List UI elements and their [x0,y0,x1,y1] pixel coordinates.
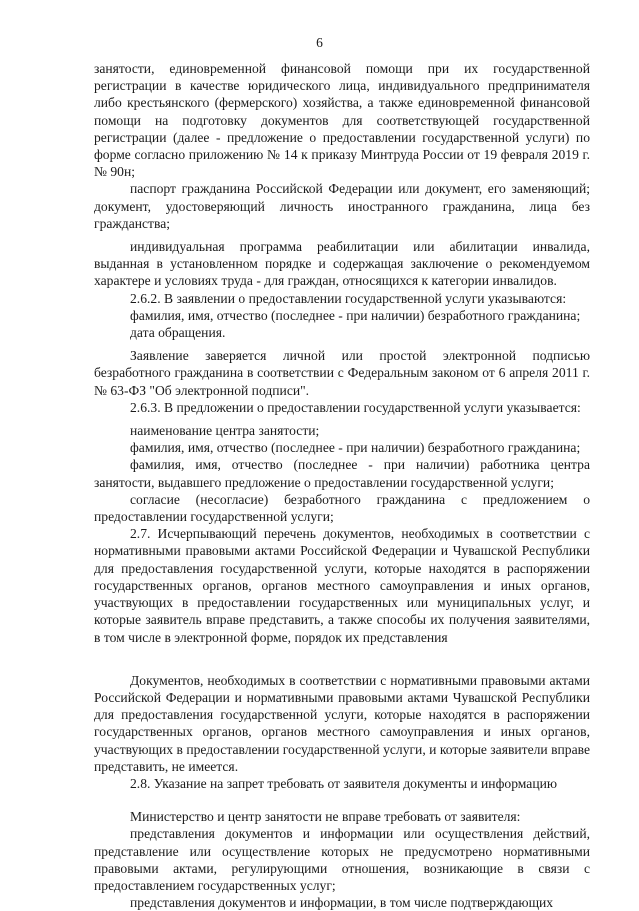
document-body [94,60,590,911]
paragraph-employment-center-name: наименование центра занятости; [130,423,320,439]
paragraph-employment-assistance: занятости, единовременной финансовой помощи при их государственной регистрации в качестве юридического лица, индивидуального предпринимателя либо крестьянского (фермерского) хозяйства, а также единовременной финансовой помощи на подготовку документов для соответствующей государственной регистрации (далее - предложение о предоставлении государственной услуги) по форме согласно приложению № 14 к приказу Минтруда России от 19 февраля 2019 г. № 90н; [94,61,590,180]
page-number: 6 [316,35,323,50]
paragraph-section-2-8: 2.8. Указание на запрет требовать от заявителя документы и информацию [130,775,558,791]
paragraph-prohibition-documents: представления документов и информации, в том числе подтверждающих [130,895,554,911]
paragraph-passport: паспорт гражданина Российской Федерации или документ, его заменяющий; документ, удостоверяющий личность иностранного гражданина, лица без гражданства; [94,181,590,231]
paragraph-unemployed-name: фамилия, имя, отчество (последнее - при наличии) безработного гражданина; [130,440,581,456]
paragraph-section-2-7: 2.7. Исчерпывающий перечень документов, необходимых в соответствии с нормативными правовыми актами Российской Федерации и Чувашской Республики для предоставления государственной услуги, которые находятся в распоряжении государственных органов, органов местного самоуправления и иных органов, участвующих в предоставлении государственных или муниципальных услуг, и которые заявитель вправе представить, а также способы их получения заявителями, в том числе в электронной форме, порядок их представления [94,526,590,645]
paragraph-prohibition-actions: представления документов и информации или осуществления действий, представление или осуществление которых не предусмотрено нормативными правовыми актами, регулирующими отношения, возникающие в связи с предоставлением государственных услуг; [94,826,590,893]
paragraph-rehabilitation-program: индивидуальная программа реабилитации или абилитации инвалида, выданная в установленном порядке и содержащая заключение о рекомендуемом характере и условиях труда - для граждан, относящихся к категории инвалидов. [94,239,590,289]
paragraph-full-name: фамилия, имя, отчество (последнее - при наличии) безработного гражданина; [130,307,581,323]
paragraph-consent: согласие (несогласие) безработного гражданина с предложением о предоставлении государственной услуги; [94,491,590,525]
paragraph-worker-name: фамилия, имя, отчество (последнее - при наличии) работника центра занятости, выдавшего предложение о предоставлении государственной услуги; [94,457,590,490]
paragraph-electronic-signature: Заявление заверяется личной или простой электронной подписью безработного гражданина в соответствии с Федеральным законом от 6 апреля 2011 г. № 63-ФЗ "Об электронной подписи". [94,348,590,398]
paragraph-section-2-6-3: 2.6.3. В предложении о предоставлении государственной услуги указывается: [130,399,581,415]
paragraph-prohibition-intro: Министерство и центр занятости не вправе требовать от заявителя: [130,809,521,825]
paragraph-section-2-6-2: 2.6.2. В заявлении о предоставлении государственной услуги указываются: [130,290,567,306]
paragraph-application-date: дата обращения. [130,325,226,341]
paragraph-no-documents: Документов, необходимых в соответствии с нормативными правовыми актами Российской Федерации и нормативными правовыми актами Чувашской Республики для предоставления государственной услуги, которые находятся в распоряжении государственных органов, органов местного самоуправления и иных органов, участвующих в предоставлении государственной услуги, и которые заявители вправе представить, не имеется. [94,672,590,774]
